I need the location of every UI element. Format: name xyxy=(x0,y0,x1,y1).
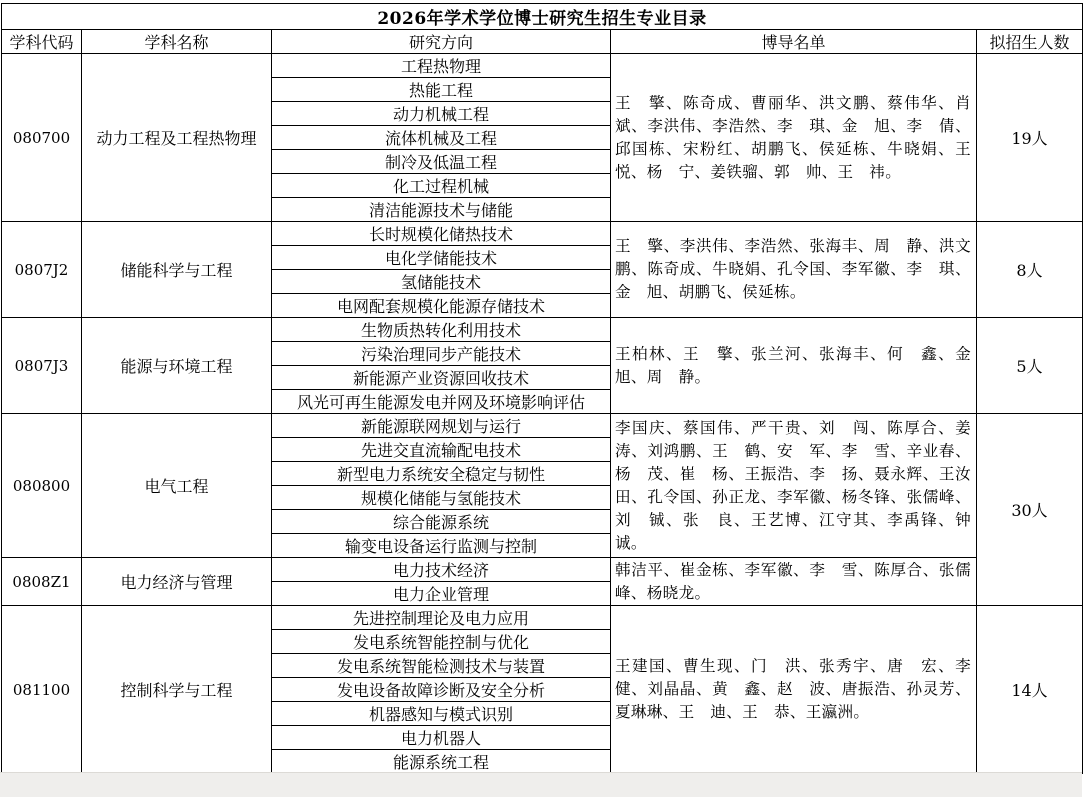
program-code: 081100 xyxy=(2,606,82,774)
table-row xyxy=(2,414,1083,438)
enrollment-quota: 19人 xyxy=(977,54,1083,222)
program-code: 0808Z1 xyxy=(2,558,82,606)
research-direction: 发电设备故障诊断及安全分析 xyxy=(272,678,611,702)
program-code: 080800 xyxy=(2,414,82,558)
tutor-list: 王 擎、陈奇成、曹丽华、洪文鹏、蔡伟华、肖 斌、李洪伟、李浩然、李 琪、金 旭、李 倩、邱国栋、宋粉红、胡鹏飞、侯延栋、牛晓娟、王 悦、杨 宁、姜铁骝、郭 帅、王 祎。 xyxy=(611,54,977,222)
enrollment-quota: 5人 xyxy=(977,318,1083,414)
catalog-table xyxy=(1,3,1083,774)
viewer-bottom-bar xyxy=(0,772,1082,797)
research-direction: 综合能源系统 xyxy=(272,510,611,534)
program-code: 080700 xyxy=(2,54,82,222)
program-name: 能源与环境工程 xyxy=(82,318,272,414)
research-direction: 长时规模化储热技术 xyxy=(272,222,611,246)
research-direction: 电力机器人 xyxy=(272,726,611,750)
research-direction: 输变电设备运行监测与控制 xyxy=(272,534,611,558)
program-name: 电力经济与管理 xyxy=(82,558,272,606)
enrollment-quota: 30人 xyxy=(977,414,1083,606)
research-direction: 电化学储能技术 xyxy=(272,246,611,270)
table-row xyxy=(2,222,1083,246)
research-direction: 新能源联网规划与运行 xyxy=(272,414,611,438)
table-title: 2026年学术学位博士研究生招生专业目录 xyxy=(2,4,1083,30)
tutor-list: 王建国、曹生现、门 洪、张秀宇、唐 宏、李 健、刘晶晶、黄 鑫、赵 波、唐振浩、孙灵芳、夏琳琳、王 迪、王 恭、王瀛洲。 xyxy=(611,606,977,774)
table-row xyxy=(2,318,1083,342)
enrollment-quota: 14人 xyxy=(977,606,1083,774)
research-direction: 能源系统工程 xyxy=(272,750,611,774)
research-direction: 机器感知与模式识别 xyxy=(272,702,611,726)
table-row xyxy=(2,558,1083,582)
research-direction: 先进交直流输配电技术 xyxy=(272,438,611,462)
research-direction: 电力企业管理 xyxy=(272,582,611,606)
research-direction: 先进控制理论及电力应用 xyxy=(272,606,611,630)
program-name: 电气工程 xyxy=(82,414,272,558)
research-direction: 发电系统智能控制与优化 xyxy=(272,630,611,654)
catalog-sheet xyxy=(1,3,1082,772)
research-direction: 规模化储能与氢能技术 xyxy=(272,486,611,510)
program-code: 0807J2 xyxy=(2,222,82,318)
research-direction: 新型电力系统安全稳定与韧性 xyxy=(272,462,611,486)
research-direction: 电力技术经济 xyxy=(272,558,611,582)
header-quota: 拟招生人数 xyxy=(977,30,1083,54)
research-direction: 发电系统智能检测技术与装置 xyxy=(272,654,611,678)
research-direction: 氢储能技术 xyxy=(272,270,611,294)
tutor-list: 王 擎、李洪伟、李浩然、张海丰、周 静、洪文鹏、陈奇成、牛晓娟、孔令国、李军徽、李 琪、金 旭、胡鹏飞、侯延栋。 xyxy=(611,222,977,318)
table-row xyxy=(2,54,1083,78)
header-name: 学科名称 xyxy=(82,30,272,54)
research-direction: 化工过程机械 xyxy=(272,174,611,198)
header-direction: 研究方向 xyxy=(272,30,611,54)
research-direction: 热能工程 xyxy=(272,78,611,102)
tutor-list: 王柏林、王 擎、张兰河、张海丰、何 鑫、金 旭、周 静。 xyxy=(611,318,977,414)
research-direction: 生物质热转化利用技术 xyxy=(272,318,611,342)
research-direction: 制冷及低温工程 xyxy=(272,150,611,174)
research-direction: 风光可再生能源发电并网及环境影响评估 xyxy=(272,390,611,414)
table-row xyxy=(2,606,1083,630)
research-direction: 动力机械工程 xyxy=(272,102,611,126)
header-row xyxy=(2,30,1083,54)
header-tutors: 博导名单 xyxy=(611,30,977,54)
enrollment-quota: 8人 xyxy=(977,222,1083,318)
research-direction: 污染治理同步产能技术 xyxy=(272,342,611,366)
program-code: 0807J3 xyxy=(2,318,82,414)
tutor-list: 李国庆、蔡国伟、严干贵、刘 闯、陈厚合、姜 涛、刘鸿鹏、王 鹤、安 军、李 雪、辛业春、杨 茂、崔 杨、王振浩、李 扬、聂永辉、王汝田、孔令国、孙正龙、李军徽、杨冬锋、张儒峰、刘 铖、张 良、王艺博、江守其、李禹锋、钟 诚。 xyxy=(611,414,977,558)
title-row xyxy=(2,4,1083,30)
research-direction: 工程热物理 xyxy=(272,54,611,78)
program-name: 控制科学与工程 xyxy=(82,606,272,774)
tutor-list: 韩洁平、崔金栋、李军徽、李 雪、陈厚合、张儒峰、杨晓龙。 xyxy=(611,558,977,606)
research-direction: 新能源产业资源回收技术 xyxy=(272,366,611,390)
header-code: 学科代码 xyxy=(2,30,82,54)
program-name: 储能科学与工程 xyxy=(82,222,272,318)
research-direction: 电网配套规模化能源存储技术 xyxy=(272,294,611,318)
program-name: 动力工程及工程热物理 xyxy=(82,54,272,222)
research-direction: 清洁能源技术与储能 xyxy=(272,198,611,222)
research-direction: 流体机械及工程 xyxy=(272,126,611,150)
